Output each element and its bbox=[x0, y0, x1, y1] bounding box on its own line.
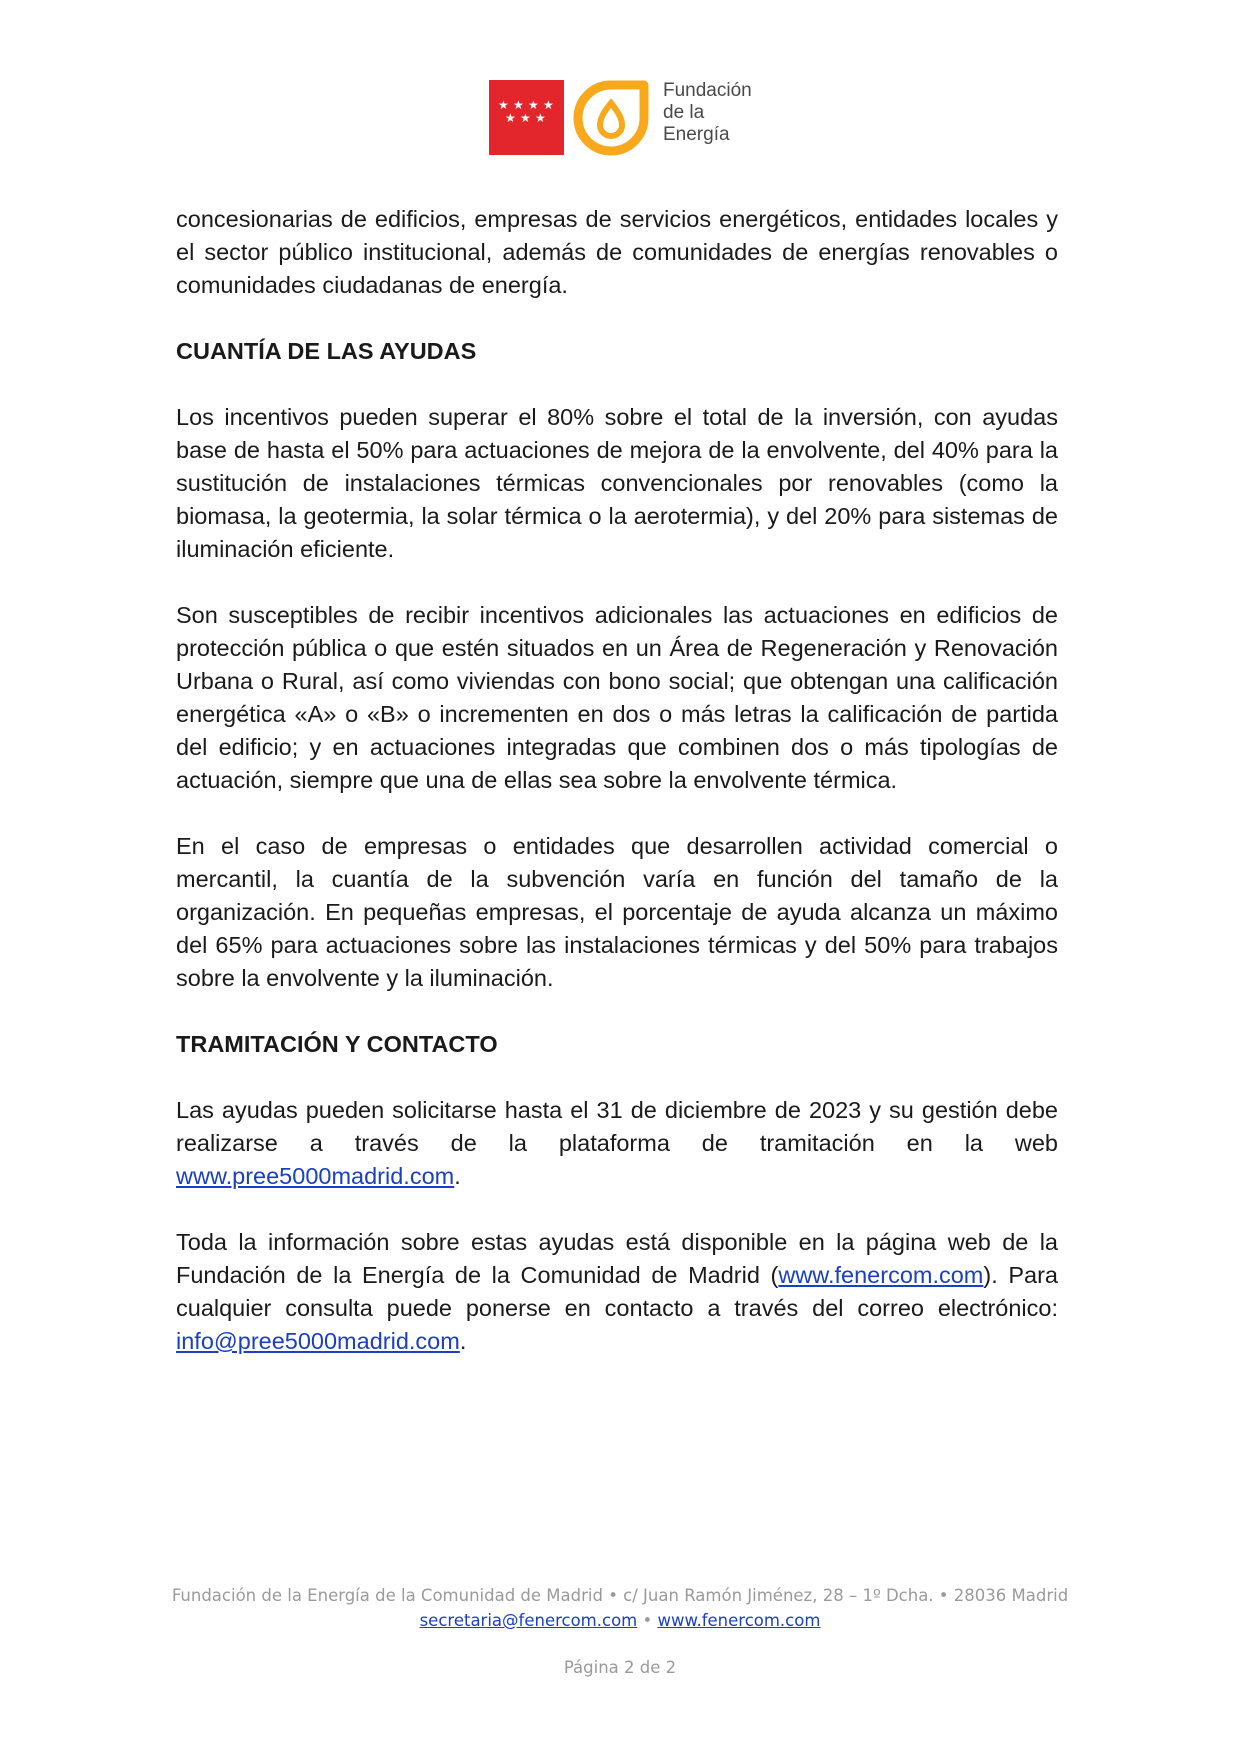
pree5000-website-link[interactable]: www.pree5000madrid.com bbox=[176, 1163, 455, 1189]
footer-address: Fundación de la Energía de la Comunidad de Madrid • c/ Juan Ramón Jiménez, 28 – 1º Dcha. • 28036 Madrid bbox=[171, 1586, 1069, 1605]
paragraph-end: . bbox=[459, 1328, 467, 1354]
fundacion-energia-wordmark bbox=[663, 80, 783, 146]
wordmark-line: Energía bbox=[663, 124, 730, 145]
paragraph-incentivos: Los incentivos pueden superar el 80% sobre el total de la inversión, con ayudas base de hasta el 50% para actuaciones de mejora de la envolvente, del 40% para la sustitución de instalaciones térmicas convencionales por renovables (como la biomasa, la geotermia, la solar térmica o la aerotermia), y del 20% para sistemas de iluminación eficiente. bbox=[176, 404, 1058, 562]
paragraph-empresas: En el caso de empresas o entidades que desarrollen actividad comercial o mercantil, la cuantía de la subvención varía en función del tamaño de la organización. En pequeñas empresas, el porcentaje de ayuda alcanza un máximo del 65% para actuaciones sobre las instalaciones térmicas y del 50% para trabajos sobre la envolvente y la iluminación. bbox=[176, 833, 1058, 991]
paragraph-end: . bbox=[454, 1163, 461, 1189]
footer-separator: • bbox=[637, 1611, 658, 1630]
paragraph-solicitud bbox=[176, 1094, 1058, 1193]
page-number: Página 2 de 2 bbox=[563, 1658, 677, 1677]
paragraph-incentivos-adicionales: Son susceptibles de recibir incentivos adicionales las actuaciones en edificios de protección pública o que estén situados en un Área de Regeneración y Renovación Urbana o Rural, así como viviendas con bono social; que obtengan una calificación energética «A» o «B» o incrementen en dos o más letras la calificación de partida del edificio; y en actuaciones integradas que combinen dos o más tipologías de actuación, siempre que una de ellas sea sobre la envolvente térmica. bbox=[176, 602, 1058, 793]
document-body bbox=[176, 203, 1058, 1391]
fenercom-website-link[interactable]: www.fenercom.com bbox=[778, 1262, 984, 1288]
star-icon: ★ bbox=[498, 98, 509, 112]
contact-email-link[interactable]: info@pree5000madrid.com bbox=[176, 1328, 460, 1354]
paragraph-text: Toda la información sobre estas ayudas está disponible en la página web de la Fundación de la Energía de la Comunidad de Madrid ( bbox=[176, 1229, 1058, 1288]
star-icon: ★ bbox=[535, 111, 546, 125]
footer-email-link[interactable]: secretaria@fenercom.com bbox=[419, 1611, 638, 1630]
paragraph-text: Las ayudas pueden solicitarse hasta el 31 de diciembre de 2023 y su gestión debe realizarse a través de la plataforma de tramitación en la web bbox=[176, 1097, 1058, 1156]
section-heading-cuantia: CUANTÍA DE LAS AYUDAS bbox=[176, 338, 477, 364]
page-footer bbox=[0, 1583, 1240, 1633]
star-icon: ★ bbox=[505, 111, 516, 125]
comunidad-madrid-logo bbox=[489, 80, 564, 155]
star-icon: ★ bbox=[513, 98, 524, 112]
footer-website-link[interactable]: www.fenercom.com bbox=[657, 1611, 821, 1630]
intro-paragraph: concesionarias de edificios, empresas de servicios energéticos, entidades locales y el sector público institucional, además de comunidades de energías renovables o comunidades ciudadanas de energía. bbox=[176, 206, 1058, 298]
star-icon: ★ bbox=[543, 98, 554, 112]
paragraph-informacion bbox=[176, 1226, 1058, 1358]
star-icon: ★ bbox=[520, 111, 531, 125]
footer-links bbox=[0, 1608, 1240, 1633]
paragraph-text: ). Para cualquier consulta puede ponerse en contacto a través del correo electrónico: bbox=[176, 1262, 1058, 1321]
fundacion-energia-logo-icon bbox=[572, 79, 650, 157]
section-heading-tramitacion: TRAMITACIÓN Y CONTACTO bbox=[176, 1031, 498, 1057]
star-icon: ★ bbox=[528, 98, 539, 112]
wordmark-line: de la bbox=[663, 102, 705, 123]
wordmark-line: Fundación bbox=[663, 80, 752, 101]
